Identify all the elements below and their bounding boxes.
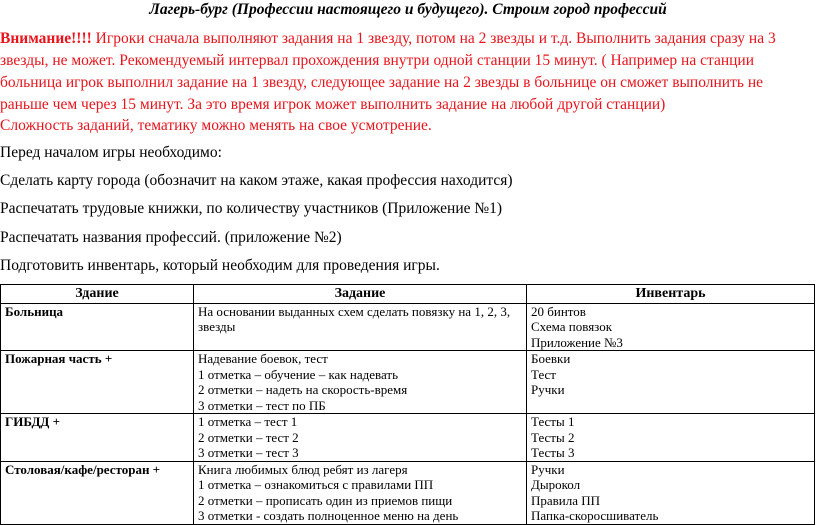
task-line: 3 отметки – тест по ПБ: [198, 397, 326, 413]
warning-text: Игроки сначала выполняют задания на 1 звезду, потом на 2 звезды и т.д. Выполнить задания сразу на 3 звезды, не может. Рекомендуемый интервал прохождения внутри одной станции 15 минут. ( Например на станции больница игрок выполнил задание на 1 звезду, следующее задание на 2 звезды в больнице он сможет выполнить не раньше чем через 15 минут. За это время игрок может выполнить задание на любой другой станции): [0, 30, 776, 113]
inventory-line: 20 бинтов: [531, 303, 586, 319]
difficulty-note: Сложность заданий, тематику можно менять на свое усмотрение.: [0, 117, 432, 134]
task-cell: [194, 303, 527, 351]
task-line: 1 отметка – тест 1: [198, 414, 298, 429]
task-line: 2 отметки – надеть на скорость-время: [198, 382, 408, 397]
inventory-line: Боевки: [531, 351, 571, 366]
inventory-line: Ручки: [531, 382, 565, 397]
task-cell: [194, 351, 527, 414]
task-line: 2 отметки – тест 2: [198, 429, 299, 445]
inventory-cell: [527, 414, 815, 462]
inventory-line: Схема повязок: [531, 319, 613, 334]
building-cell: Больница: [1, 303, 194, 351]
table-row: [1, 351, 815, 414]
inventory-line: Тесты 1: [531, 414, 575, 429]
warning-lead: Внимание!!!!: [0, 30, 92, 47]
task-line: 3 отметки - создать полноценное меню на день: [198, 508, 459, 523]
inventory-line: Тест: [531, 366, 556, 382]
inventory-cell: [527, 351, 815, 414]
task-line: 3 отметки – тест 3: [198, 445, 299, 460]
inventory-line: Правила ПП: [531, 492, 601, 508]
inventory-table: [0, 284, 815, 525]
inventory-line: Тесты 2: [531, 429, 575, 445]
prep-item: Подготовить инвентарь, который необходим для проведения игры.: [0, 257, 440, 274]
building-cell: ГИБДД +: [1, 414, 194, 462]
inventory-line: Тесты 3: [531, 445, 575, 460]
column-header-building: Здание: [1, 285, 194, 304]
task-cell: [194, 461, 527, 524]
inventory-cell: [527, 461, 815, 524]
inventory-line: Приложение №3: [531, 334, 623, 350]
warning-paragraph: [0, 28, 810, 116]
task-cell: [194, 414, 527, 462]
prep-item: Сделать карту города (обозначит на каком этаже, какая профессия находится): [0, 172, 513, 189]
inventory-line: Папка-скоросшиватель: [531, 508, 659, 523]
inventory-line: Дырокол: [531, 477, 581, 492]
building-cell: Столовая/кафе/ресторан +: [1, 461, 194, 524]
prep-heading: Перед началом игры необходимо:: [0, 144, 222, 161]
task-line: 1 отметка – ознакомиться с правилами ПП: [198, 477, 434, 492]
prep-item: Распечатать названия профессий. (приложение №2): [0, 229, 342, 246]
task-line: Надевание боевок, тест: [198, 351, 328, 366]
table-row: [1, 303, 815, 351]
inventory-line: Ручки: [531, 461, 565, 477]
document-title: Лагерь-бург (Профессии настоящего и будущего). Строим город профессий: [149, 1, 667, 18]
task-line: 2 отметки – прописать один из приемов пищи: [198, 492, 453, 508]
task-line: На основании выданных схем сделать повязку на 1, 2, 3, звезды: [198, 303, 511, 334]
task-line: 1 отметка – обучение – как надевать: [198, 366, 399, 382]
column-header-inventory: Инвентарь: [527, 285, 815, 304]
table-header-row: [1, 285, 815, 304]
building-cell: Пожарная часть +: [1, 351, 194, 414]
prep-item: Распечатать трудовые книжки, по количеству участников (Приложение №1): [0, 200, 503, 217]
table-row: [1, 414, 815, 462]
table-row: [1, 461, 815, 524]
task-line: Книга любимых блюд ребят из лагеря: [198, 461, 408, 477]
inventory-cell: [527, 303, 815, 351]
column-header-task: Задание: [194, 285, 527, 304]
